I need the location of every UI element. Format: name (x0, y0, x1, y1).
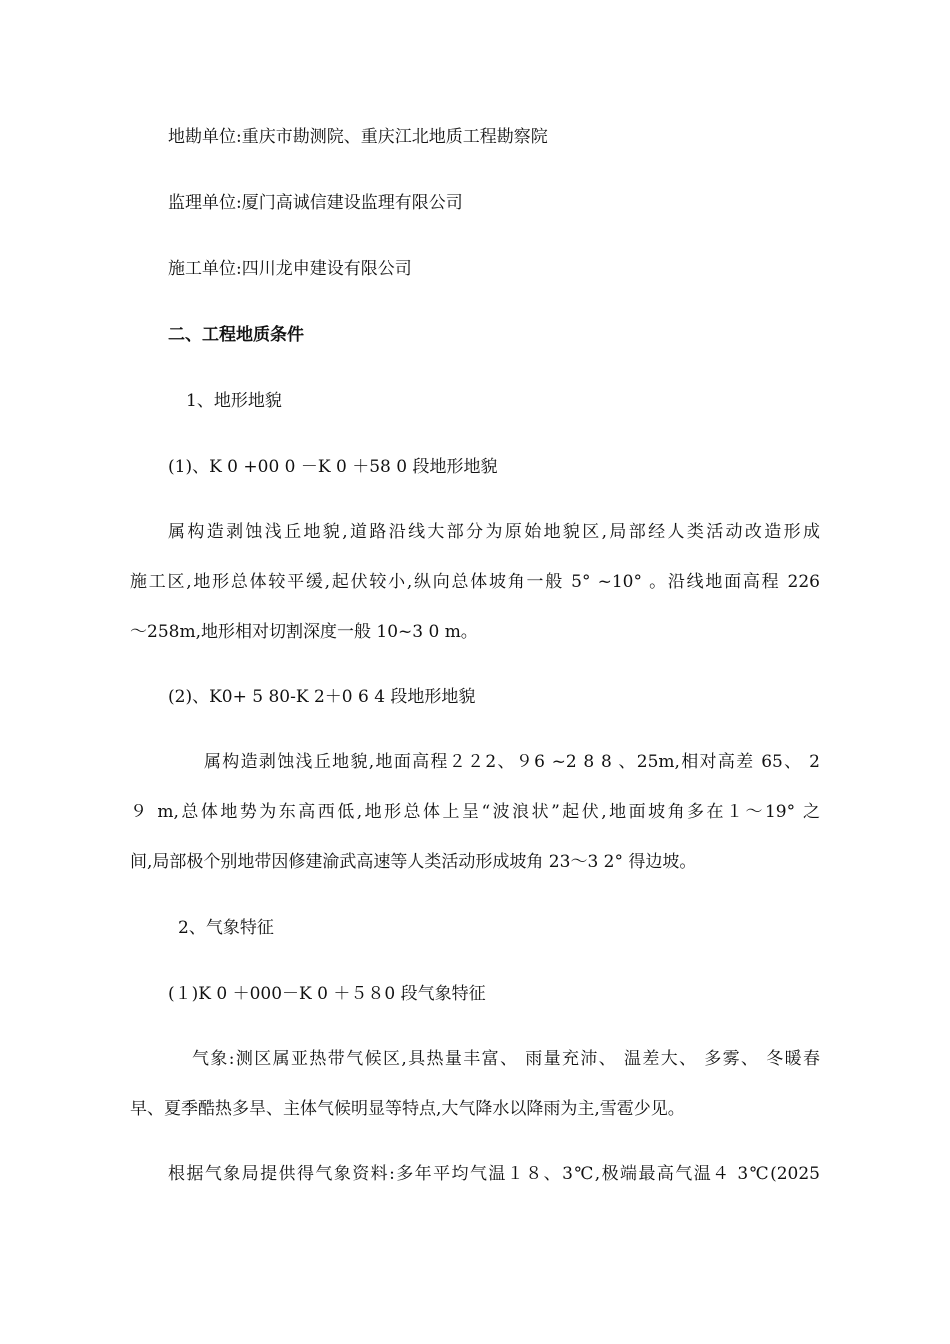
item-title-climate-1: (１)K 0 ＋000－K 0 ＋５８0 段气象特征 (168, 984, 486, 1004)
paragraph-line: 根据气象局提供得气象资料:多年平均气温１８、3℃,极端最高气温４ 3℃(2025 (168, 1164, 820, 1184)
paragraph-line: 早、夏季酷热多旱、主体气候明显等特点,大气降水以降雨为主,雪雹少见。 (130, 1099, 685, 1119)
survey-unit-line: 地勘单位:重庆市勘测院、重庆江北地质工程勘察院 (168, 127, 548, 147)
item-title-terrain-1: (1)、K 0 +00 0 －K 0 ＋58 0 段地形地貌 (168, 457, 498, 477)
paragraph-line: 施工区,地形总体较平缓,起伏较小,纵向总体坡角一般 5° ~10° 。沿线地面高程 226 (130, 572, 820, 592)
item-title-terrain-2: (2)、K0+ 5 80-K 2＋0 6 4 段地形地貌 (168, 687, 476, 707)
paragraph-line: 属构造剥蚀浅丘地貌,道路沿线大部分为原始地貌区,局部经人类活动改造形成 (168, 522, 820, 542)
paragraph-line: 气象:测区属亚热带气候区,具热量丰富、 雨量充沛、 温差大、 多雾、 冬暖春 (192, 1049, 820, 1069)
supervision-unit-line: 监理单位:厦门高诚信建设监理有限公司 (168, 193, 463, 213)
paragraph-line: 属构造剥蚀浅丘地貌,地面高程２２2、９6 ~2 8 8 、25m,相对高差 65、 2 (204, 752, 820, 772)
paragraph-line: 间,局部极个别地带因修建渝武高速等人类活动形成坡角 23～3 2° 得边坡。 (130, 852, 697, 872)
section-heading: 二、工程地质条件 (168, 325, 304, 345)
subsection-title-climate: 2、气象特征 (178, 918, 274, 938)
subsection-title-terrain: 1、地形地貌 (186, 391, 282, 411)
construction-unit-line: 施工单位:四川龙申建设有限公司 (168, 259, 412, 279)
paragraph-line: ９ m,总体地势为东高西低,地形总体上呈“波浪状”起伏,地面坡角多在１～19° 之 (130, 802, 820, 822)
paragraph-line: ～258m,地形相对切割深度一般 10~3 0 m。 (130, 622, 478, 642)
